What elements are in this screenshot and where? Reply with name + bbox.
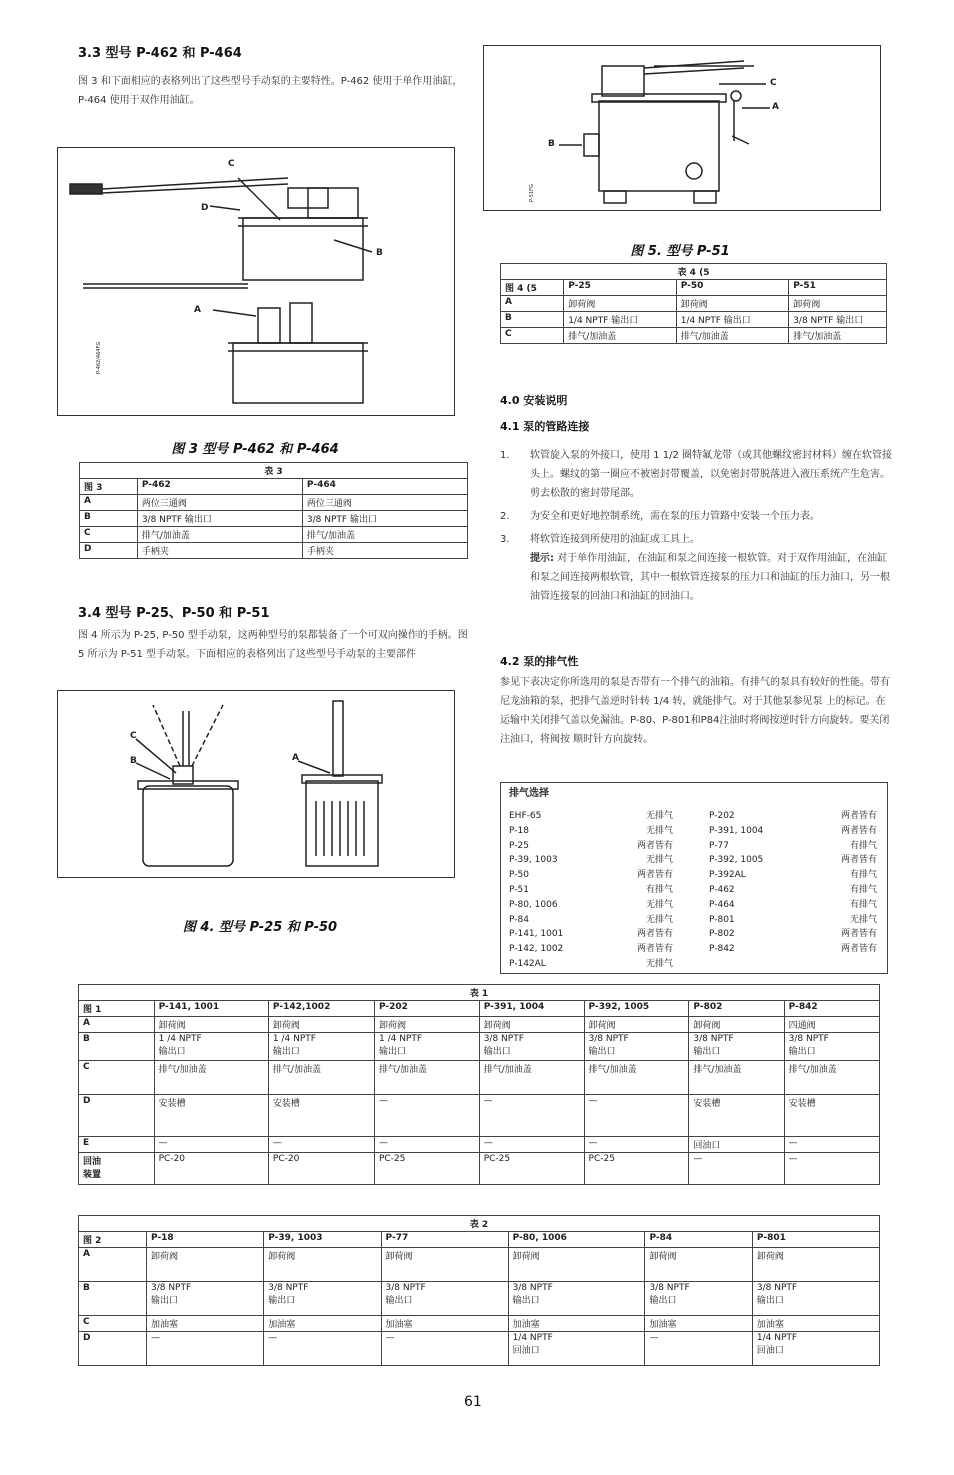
vent-list-item [709,913,877,928]
table-cell: 排气/加油盖 [154,1061,268,1095]
table-cell: — [479,1095,584,1137]
table-cell: PC-25 [584,1153,689,1185]
vent-model: P-462 [709,884,735,895]
vent-list-left [509,809,673,972]
table-1 [78,984,880,1185]
table-cell: 加油塞 [752,1316,879,1332]
table-cell: — [584,1137,689,1153]
table-header-cell: P-462 [137,479,302,495]
table-cell: 3/8 NPTF 输出口 [302,511,467,527]
vent-list-item [509,913,673,928]
table-row [79,1033,880,1061]
table-header-cell: P-80, 1006 [508,1232,645,1248]
table-cell: 卸荷阀 [508,1248,645,1282]
figure-3-caption: 图 3 型号 P-462 和 P-464 [171,442,339,457]
vent-list-item [509,809,673,824]
figure-5-drawing [484,46,880,210]
table-cell: — [784,1137,879,1153]
table-cell: 安装槽 [784,1095,879,1137]
install-item-text: 将软管连接到所使用的油缸或工具上。 [530,534,700,545]
vent-type: 两者皆有 [636,870,673,881]
table-cell: 手柄夹 [302,543,467,559]
table-cell: A [79,1017,155,1033]
vent-list-right [709,809,877,957]
table-cell: 1/4 NPTF 回油口 [752,1332,879,1366]
vent-type: 两者皆有 [636,929,673,940]
vent-list-item [509,824,673,839]
table-cell: 卸荷阀 [479,1017,584,1033]
vent-type: 有排气 [849,899,877,910]
vent-type: 有排气 [849,870,877,881]
table-cell: 3/8 NPTF 输出口 [381,1282,508,1316]
table-title: 表 4 (5 [501,264,887,280]
table-cell: 排气/加油盖 [268,1061,374,1095]
table-header-cell: P-18 [146,1232,263,1248]
table-cell: — [645,1332,752,1366]
vent-type: 有排气 [849,884,877,895]
figure-4-label-a: A [292,753,299,763]
table-header-cell: 图 3 [80,479,138,495]
table-row [79,1061,880,1095]
table-header-cell: P-801 [752,1232,879,1248]
table-header-cell: P-25 [564,280,677,296]
table-cell: 排气/加油盖 [584,1061,689,1095]
vent-list-item [709,839,877,854]
vent-model: P-141, 1001 [509,929,564,940]
vent-list-item [709,898,877,913]
figure-5-label-b: B [548,139,555,149]
table-row [80,511,468,527]
table-cell: PC-25 [374,1153,479,1185]
table-cell: — [784,1153,879,1185]
vent-type: 有排气 [849,840,877,851]
install-list [500,446,894,606]
table-cell: A [501,296,564,312]
table-cell: D [79,1095,155,1137]
table-cell: 排气/加油盖 [784,1061,879,1095]
vent-list-item [509,868,673,883]
table-cell: 排气/加油盖 [374,1061,479,1095]
table-cell: 加油塞 [381,1316,508,1332]
table-cell: — [479,1137,584,1153]
table-cell: 排气/加油盖 [564,328,677,344]
table-row [79,1316,880,1332]
vent-list-item [709,868,877,883]
table-cell: D [80,543,138,559]
vent-list-item [509,898,673,913]
table-header-cell: P-84 [645,1232,752,1248]
install-hint-text: 对于单作用油缸，在油缸和泵之间连接一根软管。对于双作用油缸，在油缸和泵之间连接两根软管，其中一根软管连接泵的压力口和油缸的压力油口，另一根油管连接泵的回油口和油缸的回油口。 [530,553,890,602]
table-cell: 排气/加油盖 [789,328,887,344]
table-cell: 加油塞 [645,1316,752,1332]
table-cell: 两位三通阀 [302,495,467,511]
table-cell: 3/8 NPTF 输出口 [752,1282,879,1316]
table-header-cell: P-842 [784,1001,879,1017]
table-cell: 卸荷阀 [564,296,677,312]
vent-type: 两者皆有 [840,855,877,866]
vent-list-item [709,927,877,942]
table-row [79,1137,880,1153]
figure-5-label-a: A [772,102,779,112]
table-row [79,1095,880,1137]
table-cell: 1/4 NPTF 回油口 [508,1332,645,1366]
table-cell: — [374,1137,479,1153]
install-hint-label: 提示: [530,553,554,564]
table-cell: 3/8 NPTF 输出口 [584,1033,689,1061]
table-row [80,527,468,543]
table-4 [500,263,887,344]
vent-model: P-801 [709,914,735,925]
table-cell: 回油口 [689,1137,784,1153]
table-cell: 安装槽 [689,1095,784,1137]
vent-type: 两者皆有 [840,811,877,821]
table-cell: — [154,1137,268,1153]
vent-model: P-202 [709,811,735,821]
table-cell: A [80,495,138,511]
vent-type: 两者皆有 [840,929,877,940]
figure-5-label-c: C [770,78,777,88]
figure-5-code: P-51FG [529,184,535,202]
table-row [501,296,887,312]
table-row [79,1248,880,1282]
table-cell: D [79,1332,147,1366]
table-cell: B [79,1282,147,1316]
table-cell: 卸荷阀 [264,1248,381,1282]
figure-4 [57,690,455,878]
table-cell: 3/8 NPTF 输出口 [645,1282,752,1316]
figure-5 [483,45,881,211]
table-header-cell: P-391, 1004 [479,1001,584,1017]
table-cell: B [80,511,138,527]
table-title: 表 2 [79,1216,880,1232]
table-cell: 卸荷阀 [374,1017,479,1033]
table-cell: 加油塞 [146,1316,263,1332]
vent-model: P-18 [509,825,529,836]
table-header-cell: 图 2 [79,1232,147,1248]
table-row [79,1282,880,1316]
figure-3-label-d: D [201,203,209,213]
figure-3 [57,147,455,416]
vent-type: 两者皆有 [636,840,673,851]
figure-3-label-c: C [228,159,235,169]
table-row [79,1017,880,1033]
table-cell: 卸荷阀 [268,1017,374,1033]
vent-model: P-842 [709,944,735,955]
vent-type: 无排气 [645,825,673,836]
table-cell: 3/8 NPTF 输出口 [689,1033,784,1061]
vent-list-item [709,809,877,824]
vent-model: P-80, 1006 [509,899,558,910]
table-row [501,328,887,344]
table-cell: 3/8 NPTF 输出口 [264,1282,381,1316]
table-cell: E [79,1137,155,1153]
vent-type: 无排气 [645,855,673,866]
table-cell: 加油塞 [264,1316,381,1332]
table-cell: 卸荷阀 [789,296,887,312]
install-item [500,530,894,549]
vent-model: P-802 [709,929,735,940]
figure-3-code: P-462/464FG [96,341,102,374]
table-cell: C [79,1061,155,1095]
table-cell: C [80,527,138,543]
table-header-cell: P-802 [689,1001,784,1017]
vent-list-item [709,883,877,898]
table-header-cell: 图 4 (5 [501,280,564,296]
table-cell: 1 /4 NPTF 输出口 [154,1033,268,1061]
vent-model: P-142AL [509,958,546,969]
table-cell: 1 /4 NPTF 输出口 [374,1033,479,1061]
figure-4-drawing [58,691,454,877]
table-cell: 排气/加油盖 [137,527,302,543]
table-cell: 3/8 NPTF 输出口 [789,312,887,328]
table-cell: — [268,1137,374,1153]
table-cell: 排气/加油盖 [676,328,789,344]
vent-list-item [709,942,877,957]
table-cell: 卸荷阀 [752,1248,879,1282]
vent-model: P-50 [509,870,529,881]
table-cell: — [689,1153,784,1185]
section-4-2-text: 参见下表决定你所选用的泵是否带有一个排气的油箱。有排气的泵具有较好的性能。带有尼龙油箱的泵，把排气盖逆时针转 1/4 转，就能排气。对于其他泵参见泵 上的标记。在运输中关闭排气盖以免漏油。P-80、P-801和P84注油时将阀按逆时针方向旋转。要关闭注油口，将阀按 顺时针方向旋转。 [500,677,890,745]
table-row [80,543,468,559]
table-row [80,495,468,511]
figure-5-caption: 图 5. 型号 P-51 [630,244,730,259]
table-cell: 安装槽 [154,1095,268,1137]
table-cell: 两位三通阀 [137,495,302,511]
section-4-1-heading: 4.1 泵的管路连接 [500,420,590,433]
vent-model: P-391, 1004 [709,825,764,836]
table-title: 表 3 [80,463,468,479]
table-cell: A [79,1248,147,1282]
table-row [501,312,887,328]
section-4-2-heading: 4.2 泵的排气性 [500,655,579,668]
figure-3-label-a: A [194,305,201,315]
vent-selection-title: 排气选择 [509,788,549,799]
table-cell: C [501,328,564,344]
install-item-number: 3. [500,534,510,545]
vent-type: 两者皆有 [840,944,877,955]
table-cell: C [79,1316,147,1332]
vent-model: P-77 [709,840,729,851]
table-header-cell: P-50 [676,280,789,296]
install-item [500,507,894,526]
section-4-0-heading: 4.0 安装说明 [500,394,568,407]
vent-list-item [509,839,673,854]
table-cell: 卸荷阀 [381,1248,508,1282]
vent-model: P-39, 1003 [509,855,558,866]
table-row [79,1153,880,1185]
figure-3-drawing [58,148,454,415]
table-cell: — [374,1095,479,1137]
table-header-cell: P-202 [374,1001,479,1017]
vent-model: P-392, 1005 [709,855,764,866]
table-cell: 3/8 NPTF 输出口 [146,1282,263,1316]
vent-model: P-84 [509,914,529,925]
vent-list-item [509,942,673,957]
figure-4-label-c: C [130,731,137,741]
table-header-cell: P-142,1002 [268,1001,374,1017]
table-title: 表 1 [79,985,880,1001]
vent-type: 无排气 [645,914,673,925]
vent-list-item [509,927,673,942]
table-cell: 卸荷阀 [676,296,789,312]
vent-model: EHF-65 [509,811,542,821]
vent-type: 有排气 [645,884,673,895]
table-cell: 卸荷阀 [584,1017,689,1033]
vent-type: 两者皆有 [636,944,673,955]
table-cell: — [264,1332,381,1366]
table-2 [78,1215,880,1366]
vent-model: P-51 [509,884,529,895]
install-item-number: 2. [500,511,510,522]
table-cell: PC-20 [268,1153,374,1185]
table-cell: — [146,1332,263,1366]
section-3-4-text: 图 4 所示为 P-25, P-50 型手动泵，这两种型号的泵都装备了一个可双向操作的手柄。图 5 所示为 P-51 型手动泵。下面相应的表格列出了这些型号手动泵的主要部件 [78,630,468,660]
page-number: 61 [464,1394,482,1410]
vent-model: P-142, 1002 [509,944,564,955]
install-item-text: 为安全和更好地控制系统，需在泵的压力管路中安装一个压力表。 [530,511,820,522]
vent-type: 无排气 [849,914,877,925]
table-row [79,1332,880,1366]
table-cell: B [79,1033,155,1061]
install-item-number: 1. [500,450,510,461]
table-cell: 排气/加油盖 [689,1061,784,1095]
table-cell: 手柄夹 [137,543,302,559]
vent-model: P-464 [709,899,735,910]
table-cell: 安装槽 [268,1095,374,1137]
vent-type: 无排气 [645,899,673,910]
table-cell: B [501,312,564,328]
table-cell: 3/8 NPTF 输出口 [508,1282,645,1316]
table-cell: 卸荷阀 [645,1248,752,1282]
section-3-3-heading: 3.3 型号 P-462 和 P-464 [78,46,242,61]
table-cell: 3/8 NPTF 输出口 [784,1033,879,1061]
table-header-cell: 图 1 [79,1001,155,1017]
table-cell: — [584,1095,689,1137]
table-cell: 排气/加油盖 [479,1061,584,1095]
vent-list-item [509,883,673,898]
table-cell: 回油 装置 [79,1153,155,1185]
table-header-cell: P-77 [381,1232,508,1248]
table-cell: 四通阀 [784,1017,879,1033]
section-3-3-text: 图 3 和下面相应的表格列出了这些型号手动泵的主要特性。P-462 使用于单作用油缸，P-464 使用于双作用油缸。 [78,76,463,106]
table-cell: 1/4 NPTF 输出口 [676,312,789,328]
table-cell: 1/4 NPTF 输出口 [564,312,677,328]
table-cell: 卸荷阀 [154,1017,268,1033]
table-cell: 3/8 NPTF 输出口 [479,1033,584,1061]
table-header-cell: P-392, 1005 [584,1001,689,1017]
table-cell: 加油塞 [508,1316,645,1332]
install-hint [530,549,894,606]
table-header-cell: P-141, 1001 [154,1001,268,1017]
vent-list-item [709,824,877,839]
vent-type: 两者皆有 [840,825,877,836]
vent-type: 无排气 [645,958,673,969]
table-header-cell: P-51 [789,280,887,296]
table-header-cell: P-39, 1003 [264,1232,381,1248]
table-cell: PC-20 [154,1153,268,1185]
table-cell: — [381,1332,508,1366]
vent-list-item [509,957,673,972]
vent-list-item [509,853,673,868]
vent-type: 无排气 [645,811,673,821]
table-header-cell: P-464 [302,479,467,495]
install-item-text: 软管旋入泵的外接口，使用 1 1/2 圈特氟龙带（或其他螺纹密封材料）缠在软管接头上。螺纹的第一圈应不被密封带覆盖，以免密封带脱落进入液压系统产生危害。剪去松散的密封带尾部。 [530,450,892,499]
vent-model: P-392AL [709,870,746,881]
figure-4-label-b: B [130,756,137,766]
table-cell: 卸荷阀 [146,1248,263,1282]
vent-model: P-25 [509,840,529,851]
table-cell: 1 /4 NPTF 输出口 [268,1033,374,1061]
figure-4-caption: 图 4. 型号 P-25 和 P-50 [182,920,338,935]
table-cell: 3/8 NPTF 输出口 [137,511,302,527]
vent-selection-box [500,782,888,974]
table-cell: 排气/加油盖 [302,527,467,543]
table-cell: PC-25 [479,1153,584,1185]
table-3 [79,462,468,559]
install-item [500,446,894,503]
figure-3-label-b: B [376,248,383,258]
vent-list-item [709,853,877,868]
section-3-4-heading: 3.4 型号 P-25、P-50 和 P-51 [78,606,270,621]
table-cell: 卸荷阀 [689,1017,784,1033]
